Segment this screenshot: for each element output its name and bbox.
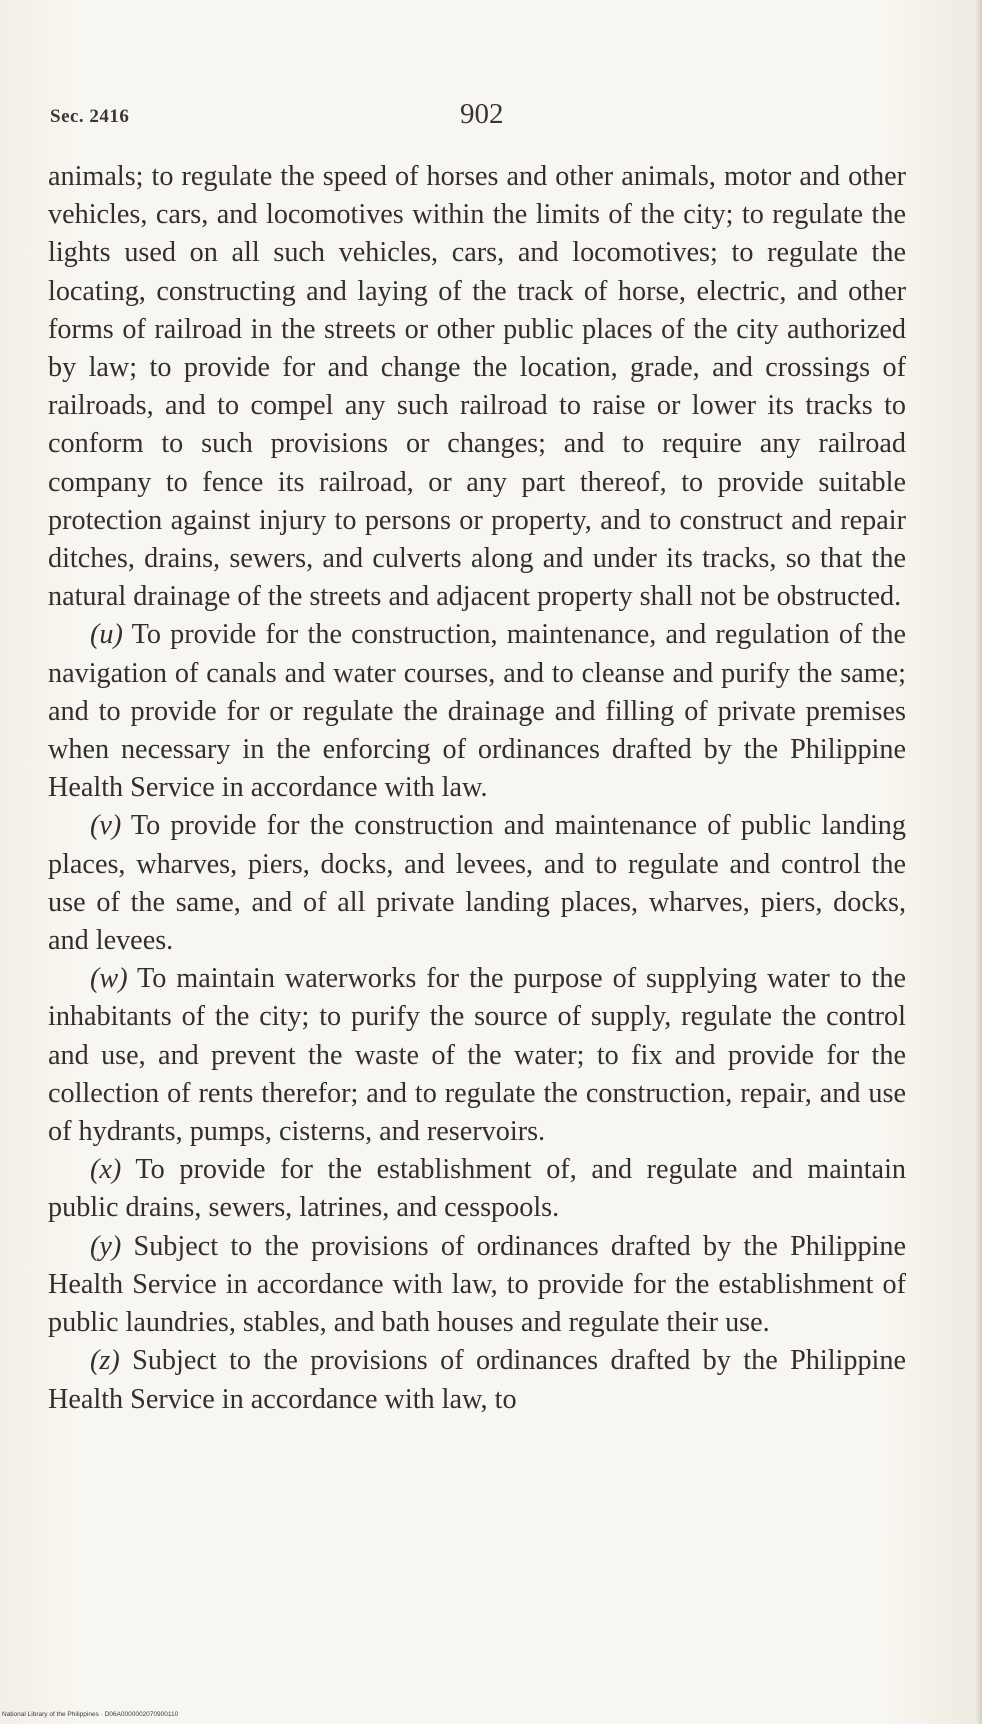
- paragraph-text: To provide for the construction, maintenance, and regulation of the navigation of canals and water courses, and to cleanse and purify the same; and to provide for or regulate the drainage and filling of private premises when necessary in the enforcing of ordinances drafted by the Philippine Health Service in accordance with law.: [48, 619, 906, 804]
- page-header: [50, 98, 910, 134]
- paragraph-y: [48, 1228, 906, 1343]
- paragraph-letter: (w): [90, 963, 128, 995]
- paragraph-letter: (y): [90, 1230, 122, 1262]
- paragraph-continuation: [48, 158, 906, 616]
- paragraph-z: [48, 1342, 906, 1418]
- paragraph-letter: (z): [90, 1345, 120, 1377]
- page-edge-shadow: [976, 0, 982, 1724]
- paragraph-text: Subject to the provisions of ordinances drafted by the Philippine Health Service in accordance with law, to: [48, 1345, 906, 1415]
- paragraph-x: [48, 1151, 906, 1227]
- scan-attribution: National Library of the Philippines · D06A0000002070900110: [2, 1711, 179, 1718]
- paragraph-v: [48, 807, 906, 960]
- paragraph-letter: (u): [90, 619, 123, 651]
- paragraph-w: [48, 960, 906, 1151]
- paragraph-text: To provide for the establishment of, and regulate and maintain public drains, sewers, latrines, and cesspools.: [48, 1154, 906, 1224]
- paragraph-text: Subject to the provisions of ordinances drafted by the Philippine Health Service in accordance with law, to provide for the establishment of public laundries, stables, and bath houses and regulate their use.: [48, 1230, 906, 1339]
- paragraph-text: animals; to regulate the speed of horses and other animals, motor and other vehicles, cars, and locomotives within the limits of the city; to regulate the lights used on all such vehicles, cars, and locomotives; to regulate the locating, constructing and laying of the track of horse, electric, and other forms of railroad in the streets or other public places of the city authorized by law; to provide for and change the location, grade, and crossings of railroads, and to compel any such railroad to raise or lower its tracks to conform to such provisions or changes; and to require any railroad company to fence its railroad, or any part thereof, to provide suitable protection against injury to persons or property, and to construct and repair ditches, drains, sewers, and culverts along and under its tracks, so that the natural drainage of the streets and adjacent property shall not be obstructed.: [48, 161, 906, 613]
- section-label: Sec. 2416: [50, 106, 130, 127]
- paragraph-text: To maintain waterworks for the purpose of supplying water to the inhabitants of the city; to purify the source of supply, regulate the control and use, and prevent the waste of the water; to fix and provide for the collection of rents therefor; and to regulate the construction, repair, and use of hydrants, pumps, cisterns, and reservoirs.: [48, 963, 906, 1148]
- paragraph-letter: (v): [90, 810, 122, 842]
- paragraph-text: To provide for the construction and maintenance of public landing places, wharves, piers, docks, and levees, and to regulate and control the use of the same, and of all private landing places, wharves, piers, docks, and levees.: [48, 810, 906, 957]
- body-text: [48, 158, 906, 1419]
- paragraph-u: [48, 616, 906, 807]
- paragraph-letter: (x): [90, 1154, 122, 1186]
- page-number: 902: [460, 98, 504, 130]
